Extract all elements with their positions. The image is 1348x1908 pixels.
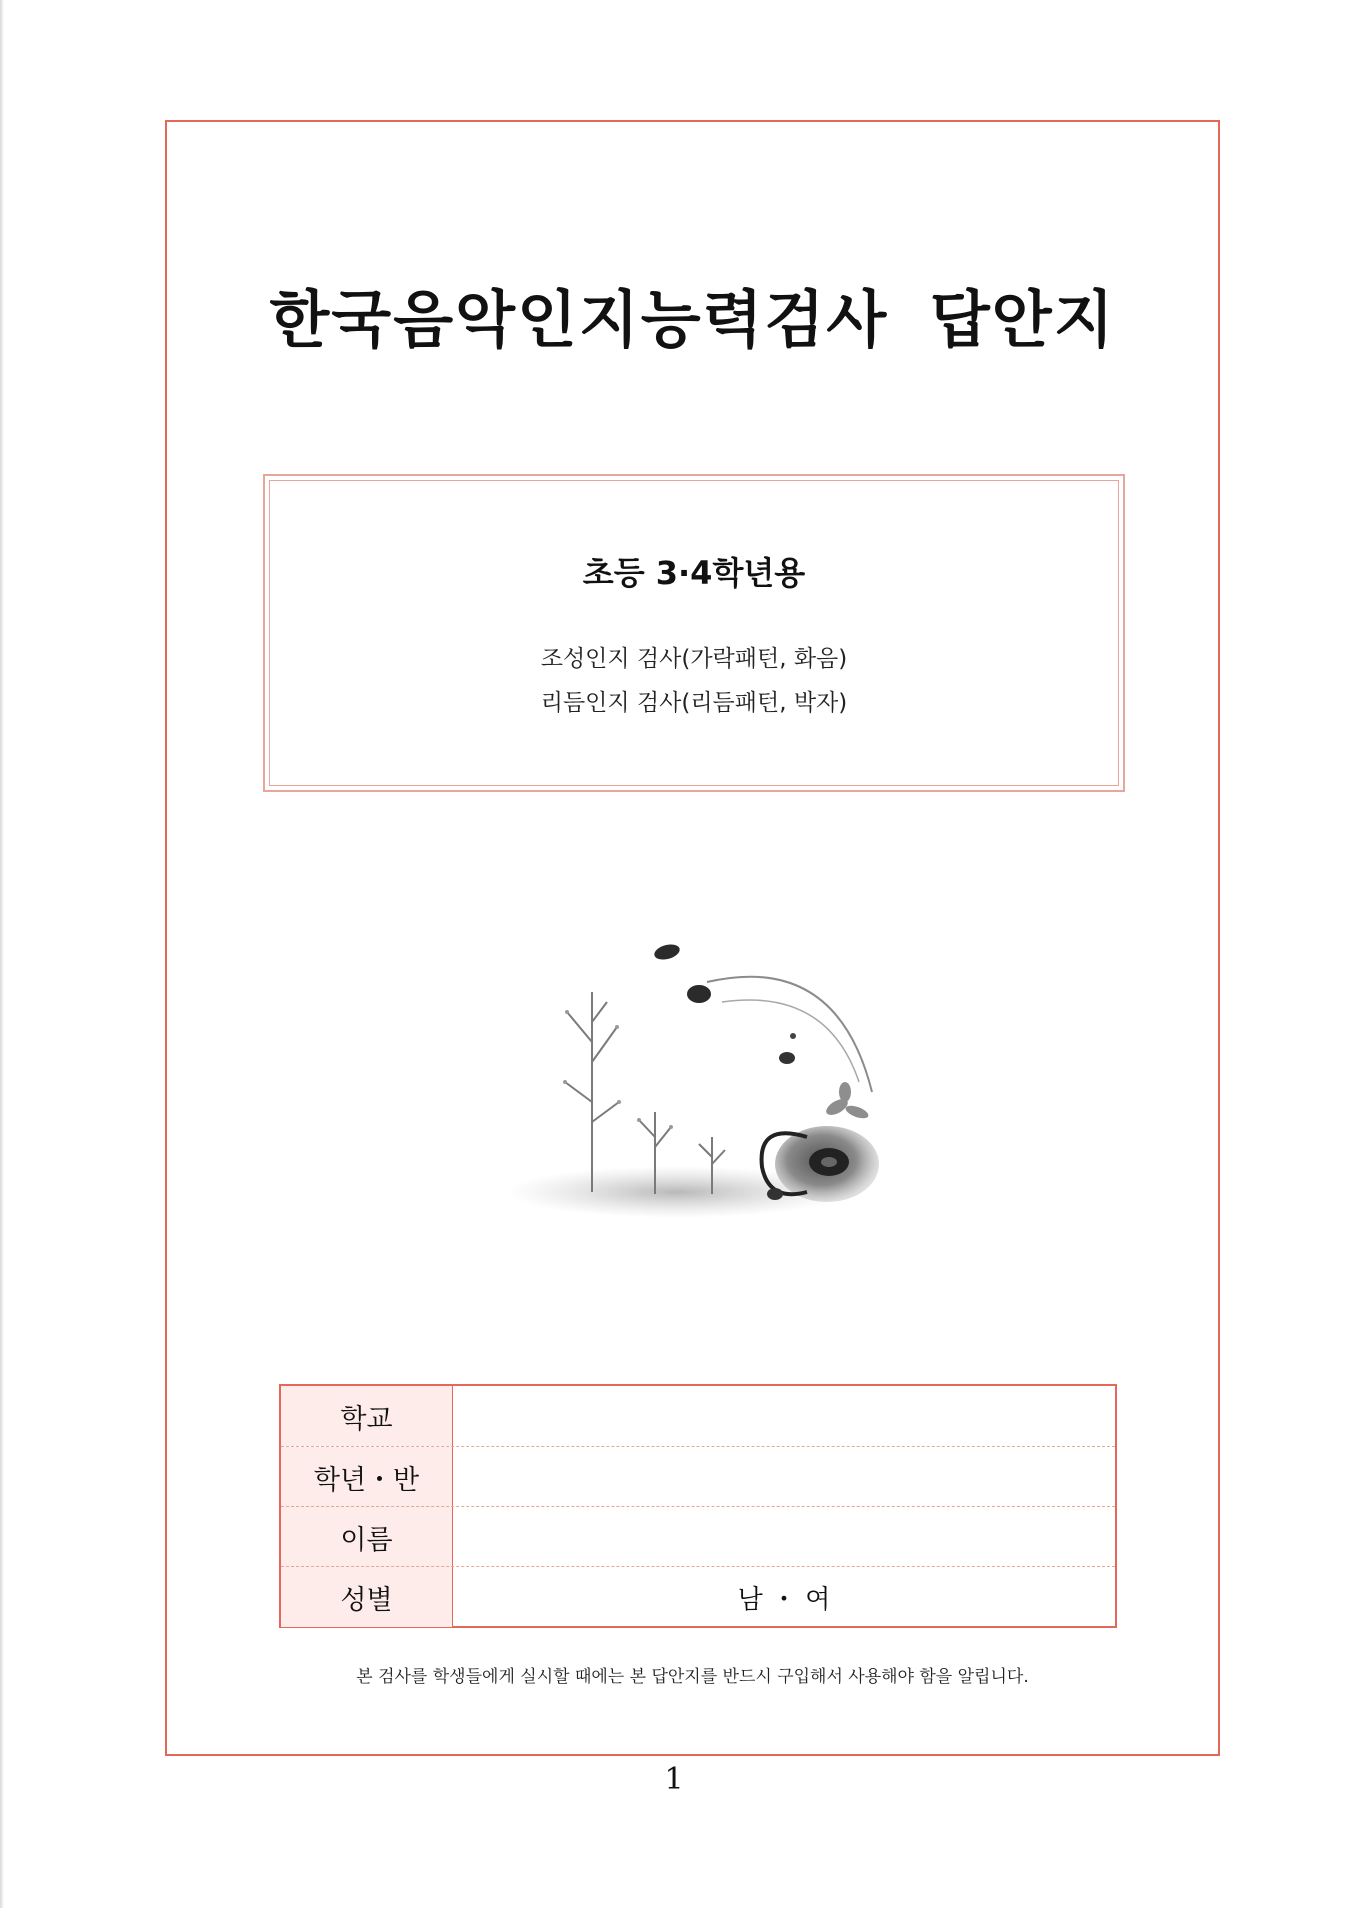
student-info-form	[279, 1384, 1117, 1628]
form-row-school	[281, 1386, 1115, 1446]
ink-wash-landscape-icon	[507, 932, 887, 1232]
page-number: 1	[664, 1762, 684, 1797]
usage-notice: 본 검사를 학생들에게 실시할 때에는 본 답안지를 반드시 구입해서 사용해야 함을 알립니다.	[356, 1667, 1029, 1687]
gender-label: 성별	[281, 1567, 453, 1627]
form-row-name	[281, 1506, 1115, 1567]
form-row-gender	[281, 1566, 1115, 1627]
name-field[interactable]	[453, 1507, 1115, 1567]
grade-class-field[interactable]	[453, 1447, 1115, 1507]
grade-class-label: 학년・반	[281, 1447, 453, 1507]
test-description-rhythm: 리듬인지 검사(리듬패턴, 박자)	[540, 690, 848, 716]
test-description-tonal: 조성인지 검사(가락패턴, 화음)	[540, 646, 848, 672]
scan-edge	[0, 0, 4, 1908]
page-title: 한국음악인지능력검사 답안지	[269, 283, 1116, 356]
info-box	[263, 474, 1125, 792]
answer-sheet-frame	[165, 120, 1220, 1756]
school-label: 학교	[281, 1386, 453, 1446]
school-field[interactable]	[453, 1386, 1115, 1446]
grade-heading: 초등 3·4학년용	[582, 554, 806, 592]
gender-field[interactable]: 남 ・ 여	[737, 1584, 831, 1615]
name-label: 이름	[281, 1507, 453, 1567]
form-row-grade-class	[281, 1446, 1115, 1507]
